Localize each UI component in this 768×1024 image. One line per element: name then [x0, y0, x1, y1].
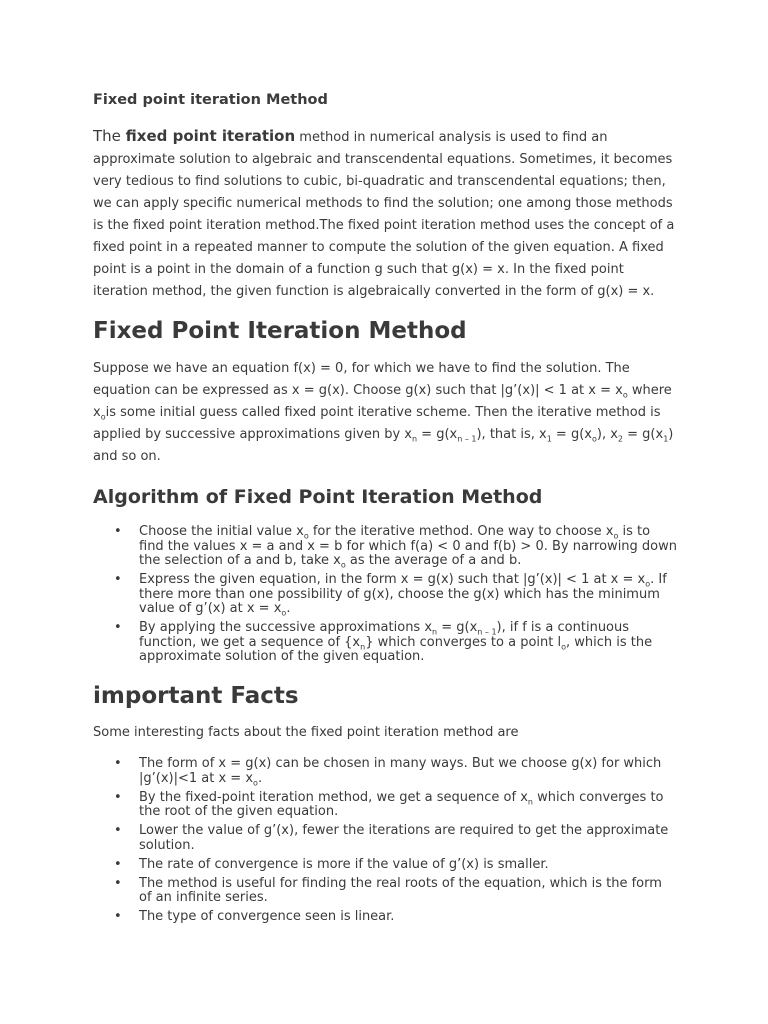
subscript: n – 1: [477, 627, 497, 637]
subscript: 1: [663, 434, 669, 444]
subscript: o: [613, 531, 619, 541]
list-item: [93, 877, 678, 906]
text-run: = g(x: [437, 620, 478, 635]
text-run: ), that is, x: [476, 427, 547, 442]
list-item: [93, 525, 678, 569]
text-run: } which converges to a point l: [365, 634, 562, 650]
text-run: as the average of a and b.: [345, 553, 522, 568]
text-run: Express the given equation, in the form x = g(x) such that |g’(x)| < 1 at x = x: [139, 572, 646, 587]
text-run: where x: [93, 383, 672, 420]
list-item: [93, 858, 678, 873]
text-run: ) and so on.: [93, 427, 674, 464]
text-run: The form of x = g(x) can be chosen in many ways. But we choose g(x) for which |g’(x)|<1 at x = x: [139, 756, 662, 786]
subscript: n: [411, 434, 418, 444]
subscript: n: [432, 627, 438, 637]
text-run: By applying the successive approximations x: [139, 620, 433, 635]
bullet-icon: •: [114, 875, 122, 891]
subscript: o: [253, 778, 258, 788]
bullet-icon: •: [114, 823, 122, 838]
subscript: o: [622, 390, 628, 400]
subscript: o: [591, 434, 597, 444]
text-run: By the fixed-point iteration method, we get a sequence of x: [139, 789, 528, 805]
text-run: . If there more than one possibility of g(x), choose the g(x) which has the minimum value of g’(x) at x = x: [139, 572, 667, 616]
text-run: which converges to the root of the given equation.: [139, 789, 664, 819]
bullet-icon: •: [114, 909, 122, 924]
list-item: [93, 621, 678, 665]
subscript: n: [360, 642, 366, 652]
subscript: o: [281, 608, 287, 618]
text-run: Suppose we have an equation f(x) = 0, for which we have to find the solution. The equation can be expressed as x = g(x). Choose g(x) such that |g’(x)| < 1 at x = x: [93, 361, 630, 398]
bullet-icon: •: [114, 620, 122, 635]
subscript: o: [561, 642, 566, 652]
text-run: for the iterative method. One way to choose x: [308, 524, 614, 539]
text-run: Lower the value of g’(x), fewer the iterations are required to get the approximate solution.: [139, 823, 669, 853]
facts-intro: Some interesting facts about the fixed point iteration method are: [93, 725, 519, 740]
subscript: n: [527, 797, 533, 807]
text-run: Choose the initial value x: [139, 524, 304, 539]
heading-algorithm: Algorithm of Fixed Point Iteration Method: [93, 486, 543, 508]
subscript: o: [100, 412, 106, 422]
subscript: o: [340, 560, 346, 570]
bullet-icon: •: [114, 524, 122, 539]
subscript: o: [645, 579, 651, 589]
list-item: [93, 757, 678, 786]
algorithm-list: [93, 525, 678, 669]
bullet-icon: •: [114, 789, 122, 805]
subscript: n – 1: [457, 434, 477, 444]
bullet-icon: •: [114, 756, 122, 771]
method-paragraph: [93, 358, 678, 468]
text-run: is some initial guess called fixed point iterative scheme. Then the iterative method is applied by successive approximations given by x: [93, 405, 661, 442]
heading-facts: important Facts: [93, 683, 299, 709]
facts-list: [93, 757, 678, 929]
intro-paragraph: [93, 125, 678, 303]
text-run: ), if f is a continuous function, we get a sequence of {x: [139, 620, 630, 650]
text-run: .: [257, 770, 263, 786]
text-run: = g(x: [623, 427, 664, 442]
bullet-icon: •: [114, 572, 122, 587]
intro-text: method in numerical analysis is used to find an approximate solution to algebraic and transcendental equations. Sometimes, it becomes very tedious to find solutions to cubic, bi-quadratic and transcendental equations; then, we can apply specific numerical methods to find the solution; one among those methods is the fixed point iteration method.The fixed point iteration method uses the concept of a fixed point in a repeated manner to compute the solution of the given equation. A fixed point is a point in the domain of a function g such that g(x) = x. In the fixed point iteration method, the given function is algebraically converted in the form of g(x) = x.: [93, 130, 675, 299]
text-run: .: [286, 601, 291, 616]
text-run: = g(x: [551, 427, 592, 442]
text-run: ), x: [596, 427, 618, 442]
text-run: The type of convergence seen is linear.: [139, 909, 395, 924]
text-run: = g(x: [417, 427, 458, 442]
subscript: 1: [546, 434, 552, 444]
subscript: 2: [617, 434, 624, 444]
intro-lead-word: The: [93, 127, 126, 145]
text-run: is to find the values x = a and x = b for which f(a) < 0 and f(b) > 0. By narrowing down the selection of a and b, take x: [139, 524, 678, 568]
document-subtitle: Fixed point iteration Method: [93, 92, 328, 108]
intro-bold-phrase: fixed point iteration: [125, 127, 296, 145]
bullet-icon: •: [114, 856, 122, 872]
list-item: [93, 824, 678, 853]
subscript: o: [303, 531, 309, 541]
list-item: [93, 910, 678, 925]
list-item: [93, 791, 678, 820]
text-run: , which is the approximate solution of the given equation.: [139, 634, 653, 664]
heading-main: Fixed Point Iteration Method: [93, 318, 467, 344]
list-item: [93, 573, 678, 617]
text-run: The method is useful for finding the real roots of the equation, which is the form of an infinite series.: [139, 875, 662, 905]
text-run: The rate of convergence is more if the value of g’(x) is smaller.: [139, 856, 549, 872]
